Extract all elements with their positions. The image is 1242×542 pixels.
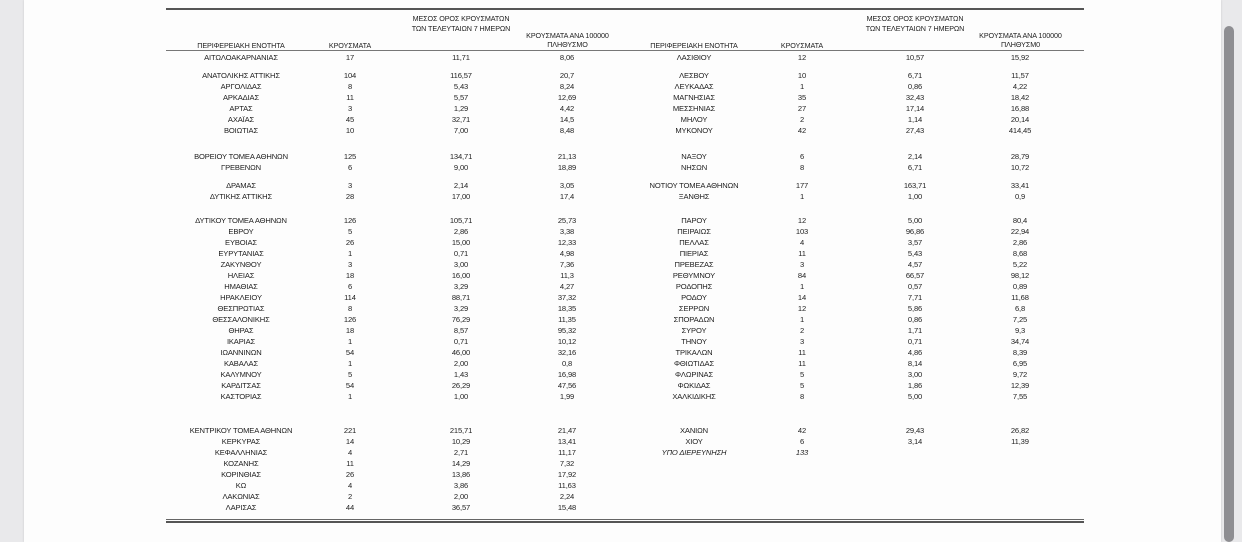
left-row-4-per100k: 4,42 bbox=[559, 104, 575, 113]
left-row-31-avg7: 14,29 bbox=[451, 459, 471, 468]
right-row-3-avg7: 32,43 bbox=[905, 93, 925, 102]
left-row-8-per100k: 18,89 bbox=[557, 163, 577, 172]
left-row-28-avg7: 215,71 bbox=[449, 426, 473, 435]
right-row-3-per100k: 18,42 bbox=[1010, 93, 1030, 102]
right-row-12-area: ΠΕΙΡΑΙΩΣ bbox=[677, 227, 711, 236]
right-row-10-cases: 1 bbox=[799, 192, 805, 201]
left-row-26-avg7: 26,29 bbox=[451, 381, 471, 390]
right-row-28-area: ΧΑΝΙΩΝ bbox=[680, 426, 708, 435]
right-row-25-per100k: 9,72 bbox=[1012, 370, 1028, 379]
right-row-29-area: ΧΙΟΥ bbox=[685, 437, 703, 446]
left-row-10-per100k: 17,4 bbox=[559, 192, 575, 201]
left-row-26-per100k: 47,56 bbox=[557, 381, 577, 390]
right-row-29-per100k: 11,39 bbox=[1011, 437, 1029, 446]
left-row-29-per100k: 13,41 bbox=[557, 437, 577, 446]
left-row-8-cases: 6 bbox=[347, 163, 353, 172]
right-row-3-area: ΜΑΓΝΗΣΙΑΣ bbox=[673, 93, 715, 102]
left-row-27-area: ΚΑΣΤΟΡΙΑΣ bbox=[220, 392, 262, 401]
right-row-2-area: ΛΕΥΚΑΔΑΣ bbox=[674, 82, 714, 91]
left-row-4-area: ΑΡΤΑΣ bbox=[229, 104, 253, 113]
right-row-17-per100k: 0,89 bbox=[1012, 282, 1028, 291]
right-row-6-area: ΜΥΚΟΝΟΥ bbox=[675, 126, 713, 135]
right-row-11-avg7: 5,00 bbox=[907, 216, 923, 225]
right-row-27-per100k: 7,55 bbox=[1012, 392, 1028, 401]
left-row-4-cases: 3 bbox=[347, 104, 353, 113]
header-per100k-left: ΚΡΟΥΣΜΑΤΑ ΑΝΑ 100000 ΠΛΗΘΥΣΜΟ bbox=[526, 31, 609, 50]
right-row-16-per100k: 98,12 bbox=[1010, 271, 1030, 280]
left-row-2-per100k: 8,24 bbox=[559, 82, 575, 91]
left-row-32-area: ΚΟΡΙΝΘΙΑΣ bbox=[221, 470, 261, 479]
left-row-9-cases: 3 bbox=[347, 181, 353, 190]
left-row-1-avg7: 116,57 bbox=[450, 71, 472, 80]
right-row-10-per100k: 0,9 bbox=[1014, 192, 1026, 201]
right-row-9-cases: 177 bbox=[795, 181, 809, 190]
right-row-12-cases: 103 bbox=[795, 227, 809, 236]
right-row-6-avg7: 27,43 bbox=[905, 126, 925, 135]
right-row-14-per100k: 8,68 bbox=[1012, 249, 1028, 258]
right-row-5-avg7: 1,14 bbox=[907, 115, 923, 124]
right-row-6-per100k: 414,45 bbox=[1008, 126, 1032, 135]
left-row-24-cases: 1 bbox=[347, 359, 353, 368]
left-row-16-cases: 18 bbox=[345, 271, 355, 280]
right-row-13-avg7: 3,57 bbox=[907, 238, 923, 247]
right-row-29-cases: 6 bbox=[799, 437, 805, 446]
header-avg7-left: ΜΕΣΟΣ ΟΡΟΣ ΚΡΟΥΣΜΑΤΩΝ ΤΩΝ ΤΕΛΕΥΤΑΙΩΝ 7 ΗΜΕΡΩΝ bbox=[411, 14, 511, 33]
right-row-14-cases: 11 bbox=[798, 249, 806, 258]
left-row-26-cases: 54 bbox=[345, 381, 355, 390]
left-row-25-per100k: 16,98 bbox=[557, 370, 577, 379]
left-row-29-avg7: 10,29 bbox=[451, 437, 471, 446]
left-row-3-area: ΑΡΚΑΔΙΑΣ bbox=[222, 93, 259, 102]
left-row-4-avg7: 1,29 bbox=[453, 104, 469, 113]
right-row-27-area: ΧΑΛΚΙΔΙΚΗΣ bbox=[672, 392, 716, 401]
left-row-12-per100k: 3,38 bbox=[559, 227, 575, 236]
right-row-20-avg7: 0,86 bbox=[907, 315, 923, 324]
left-row-1-area: ΑΝΑΤΟΛΙΚΗΣ ΑΤΤΙΚΗΣ bbox=[202, 71, 280, 80]
right-row-8-area: ΝΗΣΩΝ bbox=[680, 163, 708, 172]
right-row-8-avg7: 6,71 bbox=[907, 163, 923, 172]
left-row-12-avg7: 2,86 bbox=[453, 227, 469, 236]
right-row-6-cases: 42 bbox=[797, 126, 807, 135]
right-row-13-area: ΠΕΛΛΑΣ bbox=[679, 238, 709, 247]
left-row-18-per100k: 37,32 bbox=[557, 293, 577, 302]
right-row-19-area: ΣΕΡΡΩΝ bbox=[678, 304, 710, 313]
left-row-22-avg7: 0,71 bbox=[453, 337, 469, 346]
right-row-7-cases: 6 bbox=[799, 152, 805, 161]
header-cases-left: ΚΡΟΥΣΜΑΤΑ bbox=[328, 41, 372, 50]
left-row-15-per100k: 7,36 bbox=[559, 260, 575, 269]
left-row-30-avg7: 2,71 bbox=[453, 448, 469, 457]
vertical-scrollbar[interactable] bbox=[1224, 26, 1234, 542]
left-row-14-cases: 1 bbox=[347, 249, 353, 258]
right-row-1-cases: 10 bbox=[797, 71, 807, 80]
left-row-33-avg7: 3,86 bbox=[453, 481, 469, 490]
left-row-16-area: ΗΛΕΙΑΣ bbox=[227, 271, 255, 280]
left-row-14-per100k: 4,98 bbox=[559, 249, 575, 258]
right-row-5-cases: 2 bbox=[799, 115, 805, 124]
right-row-16-area: ΡΕΘΥΜΝΟΥ bbox=[672, 271, 716, 280]
left-row-20-area: ΘΕΣΣΑΛΟΝΙΚΗΣ bbox=[212, 315, 270, 324]
left-row-28-area: ΚΕΝΤΡΙΚΟΥ ΤΟΜΕΑ ΑΘΗΝΩΝ bbox=[189, 426, 293, 435]
left-row-35-cases: 44 bbox=[345, 503, 355, 512]
left-row-25-area: ΚΑΛΥΜΝΟΥ bbox=[220, 370, 262, 379]
left-row-34-per100k: 2,24 bbox=[559, 492, 575, 501]
right-row-4-avg7: 17,14 bbox=[905, 104, 925, 113]
left-row-17-avg7: 3,29 bbox=[453, 282, 469, 291]
left-row-23-per100k: 32,16 bbox=[557, 348, 577, 357]
right-row-30-area: ΥΠΟ ΔΙΕΡΕΥΝΗΣΗ bbox=[661, 448, 727, 457]
left-row-31-cases: 11 bbox=[346, 459, 354, 468]
left-row-19-per100k: 18,35 bbox=[557, 304, 577, 313]
right-row-27-avg7: 5,00 bbox=[907, 392, 923, 401]
left-row-16-per100k: 11,3 bbox=[560, 271, 574, 280]
left-row-20-avg7: 76,29 bbox=[451, 315, 471, 324]
right-row-0-area: ΛΑΣΙΘΙΟΥ bbox=[676, 53, 712, 62]
left-row-7-per100k: 21,13 bbox=[557, 152, 577, 161]
right-row-10-avg7: 1,00 bbox=[907, 192, 923, 201]
right-row-25-avg7: 3,00 bbox=[907, 370, 923, 379]
right-row-17-avg7: 0,57 bbox=[907, 282, 923, 291]
right-row-15-avg7: 4,57 bbox=[907, 260, 923, 269]
left-row-18-area: ΗΡΑΚΛΕΙΟΥ bbox=[220, 293, 262, 302]
left-row-32-avg7: 13,86 bbox=[451, 470, 471, 479]
left-row-35-area: ΛΑΡΙΣΑΣ bbox=[225, 503, 257, 512]
left-row-21-area: ΘΗΡΑΣ bbox=[228, 326, 254, 335]
left-row-16-avg7: 16,00 bbox=[451, 271, 471, 280]
left-row-6-cases: 10 bbox=[345, 126, 355, 135]
right-row-21-per100k: 9,3 bbox=[1014, 326, 1026, 335]
left-row-14-avg7: 0,71 bbox=[453, 249, 469, 258]
left-row-21-per100k: 95,32 bbox=[557, 326, 577, 335]
left-row-15-area: ΖΑΚΥΝΘΟΥ bbox=[220, 260, 262, 269]
left-row-33-area: ΚΩ bbox=[235, 481, 247, 490]
left-row-21-cases: 18 bbox=[345, 326, 355, 335]
right-row-18-per100k: 11,68 bbox=[1011, 293, 1029, 302]
left-row-22-cases: 1 bbox=[347, 337, 353, 346]
right-row-14-avg7: 5,43 bbox=[907, 249, 923, 258]
right-row-1-area: ΛΕΣΒΟΥ bbox=[679, 71, 709, 80]
right-row-4-per100k: 16,88 bbox=[1010, 104, 1030, 113]
left-row-19-cases: 8 bbox=[347, 304, 353, 313]
right-row-20-cases: 1 bbox=[799, 315, 805, 324]
left-row-0-cases: 17 bbox=[345, 53, 355, 62]
left-row-9-avg7: 2,14 bbox=[453, 181, 469, 190]
right-row-22-cases: 3 bbox=[799, 337, 805, 346]
right-row-10-area: ΞΑΝΘΗΣ bbox=[678, 192, 710, 201]
right-row-2-per100k: 4,22 bbox=[1012, 82, 1028, 91]
right-row-0-per100k: 15,92 bbox=[1010, 53, 1030, 62]
right-row-29-avg7: 3,14 bbox=[907, 437, 923, 446]
left-row-22-area: ΙΚΑΡΙΑΣ bbox=[226, 337, 256, 346]
right-row-20-per100k: 7,25 bbox=[1012, 315, 1028, 324]
right-row-11-per100k: 80,4 bbox=[1012, 216, 1028, 225]
left-row-14-area: ΕΥΡΥΤΑΝΙΑΣ bbox=[218, 249, 264, 258]
left-row-1-per100k: 20,7 bbox=[559, 71, 575, 80]
right-row-5-area: ΜΗΛΟΥ bbox=[680, 115, 708, 124]
left-row-32-cases: 26 bbox=[345, 470, 355, 479]
right-row-23-cases: 11 bbox=[798, 348, 806, 357]
header-area-right: ΠΕΡΙΦΕΡΕΙΑΚΗ ΕΝΟΤΗΤΑ bbox=[650, 41, 738, 50]
right-row-20-area: ΣΠΟΡΑΔΩΝ bbox=[673, 315, 715, 324]
left-row-6-per100k: 8,48 bbox=[559, 126, 575, 135]
left-row-11-per100k: 25,73 bbox=[557, 216, 577, 225]
table-bottom-rule bbox=[166, 519, 1084, 520]
right-row-28-avg7: 29,43 bbox=[905, 426, 925, 435]
left-row-29-cases: 14 bbox=[345, 437, 355, 446]
left-row-2-cases: 8 bbox=[347, 82, 353, 91]
right-row-23-area: ΤΡΙΚΑΛΩΝ bbox=[675, 348, 713, 357]
left-row-8-area: ΓΡΕΒΕΝΩΝ bbox=[221, 163, 261, 172]
right-row-30-cases: 133 bbox=[795, 448, 809, 457]
left-row-10-area: ΔΥΤΙΚΗΣ ΑΤΤΙΚΗΣ bbox=[209, 192, 273, 201]
left-row-34-cases: 2 bbox=[347, 492, 353, 501]
right-row-16-cases: 84 bbox=[797, 271, 807, 280]
left-row-20-cases: 126 bbox=[343, 315, 357, 324]
right-row-24-area: ΦΘΙΩΤΙΔΑΣ bbox=[674, 359, 714, 368]
left-row-24-avg7: 2,00 bbox=[453, 359, 469, 368]
left-row-5-area: ΑΧΑΪΑΣ bbox=[227, 115, 255, 124]
left-row-27-avg7: 1,00 bbox=[453, 392, 469, 401]
right-row-28-per100k: 26,82 bbox=[1010, 426, 1030, 435]
left-row-6-area: ΒΟΙΩΤΙΑΣ bbox=[223, 126, 259, 135]
right-row-18-area: ΡΟΔΟΥ bbox=[681, 293, 707, 302]
right-row-16-avg7: 66,57 bbox=[905, 271, 925, 280]
right-row-27-cases: 8 bbox=[799, 392, 805, 401]
left-row-28-per100k: 21,47 bbox=[557, 426, 577, 435]
right-row-19-avg7: 5,86 bbox=[907, 304, 923, 313]
left-row-24-area: ΚΑΒΑΛΑΣ bbox=[223, 359, 259, 368]
left-row-3-cases: 11 bbox=[346, 93, 354, 102]
right-row-2-avg7: 0,86 bbox=[907, 82, 923, 91]
left-row-0-avg7: 11,71 bbox=[452, 53, 470, 62]
left-row-17-per100k: 4,27 bbox=[559, 282, 575, 291]
right-row-25-cases: 5 bbox=[799, 370, 805, 379]
left-row-32-per100k: 17,92 bbox=[557, 470, 577, 479]
left-row-13-per100k: 12,33 bbox=[557, 238, 577, 247]
left-row-10-cases: 28 bbox=[345, 192, 355, 201]
right-row-0-avg7: 10,57 bbox=[905, 53, 925, 62]
left-row-34-area: ΛΑΚΩΝΙΑΣ bbox=[222, 492, 260, 501]
left-row-6-avg7: 7,00 bbox=[453, 126, 469, 135]
right-row-8-per100k: 10,72 bbox=[1010, 163, 1030, 172]
left-row-0-per100k: 8,06 bbox=[559, 53, 575, 62]
right-row-7-per100k: 28,79 bbox=[1010, 152, 1030, 161]
table-top-rule bbox=[166, 8, 1084, 10]
left-row-31-per100k: 7,32 bbox=[559, 459, 575, 468]
right-row-2-cases: 1 bbox=[799, 82, 805, 91]
right-row-28-cases: 42 bbox=[797, 426, 807, 435]
left-row-8-avg7: 9,00 bbox=[453, 163, 469, 172]
left-row-19-area: ΘΕΣΠΡΩΤΙΑΣ bbox=[217, 304, 265, 313]
right-row-9-avg7: 163,71 bbox=[903, 181, 927, 190]
left-row-2-area: ΑΡΓΟΛΙΔΑΣ bbox=[220, 82, 262, 91]
left-row-7-avg7: 134,71 bbox=[449, 152, 473, 161]
right-row-21-cases: 2 bbox=[799, 326, 805, 335]
left-row-7-cases: 125 bbox=[343, 152, 357, 161]
left-row-27-per100k: 1,99 bbox=[559, 392, 575, 401]
left-row-25-cases: 5 bbox=[347, 370, 353, 379]
right-row-24-avg7: 8,14 bbox=[907, 359, 923, 368]
right-row-13-per100k: 2,86 bbox=[1012, 238, 1028, 247]
right-row-21-avg7: 1,71 bbox=[907, 326, 923, 335]
right-row-26-cases: 5 bbox=[799, 381, 805, 390]
right-row-8-cases: 8 bbox=[799, 163, 805, 172]
right-row-26-per100k: 12,39 bbox=[1010, 381, 1030, 390]
left-row-23-avg7: 46,00 bbox=[451, 348, 471, 357]
left-row-0-area: ΑΙΤΩΛΟΑΚΑΡΝΑΝΙΑΣ bbox=[204, 53, 278, 62]
left-row-33-per100k: 11,63 bbox=[558, 481, 576, 490]
right-row-9-area: ΝΟΤΙΟΥ ΤΟΜΕΑ ΑΘΗΝΩΝ bbox=[649, 181, 739, 190]
header-per100k-right: ΚΡΟΥΣΜΑΤΑ ΑΝΑ 100000 ΠΛΗΘΥΣΜ0 bbox=[979, 31, 1062, 50]
right-row-1-avg7: 6,71 bbox=[907, 71, 923, 80]
left-row-17-area: ΗΜΑΘΙΑΣ bbox=[224, 282, 258, 291]
right-row-22-area: ΤΗΝΟΥ bbox=[681, 337, 707, 346]
left-row-12-area: ΕΒΡΟΥ bbox=[228, 227, 254, 236]
right-row-7-avg7: 2,14 bbox=[907, 152, 923, 161]
left-row-27-cases: 1 bbox=[347, 392, 353, 401]
right-row-23-avg7: 4,86 bbox=[907, 348, 923, 357]
left-row-13-area: ΕΥΒΟΙΑΣ bbox=[225, 238, 257, 247]
right-row-5-per100k: 20,14 bbox=[1010, 115, 1030, 124]
left-row-22-per100k: 10,12 bbox=[557, 337, 577, 346]
left-row-26-area: ΚΑΡΔΙΤΣΑΣ bbox=[221, 381, 261, 390]
left-row-20-per100k: 11,35 bbox=[558, 315, 576, 324]
table-bottom-rule-thick bbox=[166, 521, 1084, 523]
left-row-13-avg7: 15,00 bbox=[451, 238, 471, 247]
right-row-15-area: ΠΡΕΒΕΖΑΣ bbox=[674, 260, 714, 269]
right-row-22-per100k: 34,74 bbox=[1010, 337, 1030, 346]
left-row-15-cases: 3 bbox=[347, 260, 353, 269]
header-cases-right: ΚΡΟΥΣΜΑΤΑ bbox=[780, 41, 824, 50]
right-row-22-avg7: 0,71 bbox=[907, 337, 923, 346]
right-row-15-cases: 3 bbox=[799, 260, 805, 269]
left-row-28-cases: 221 bbox=[343, 426, 357, 435]
left-row-11-avg7: 105,71 bbox=[449, 216, 473, 225]
left-row-35-per100k: 15,48 bbox=[557, 503, 577, 512]
left-row-23-area: ΙΩΑΝΝΙΝΩΝ bbox=[220, 348, 262, 357]
left-row-5-avg7: 32,71 bbox=[451, 115, 471, 124]
right-row-18-avg7: 7,71 bbox=[907, 293, 923, 302]
right-row-26-avg7: 1,86 bbox=[907, 381, 923, 390]
left-row-5-cases: 45 bbox=[345, 115, 355, 124]
left-row-25-avg7: 1,43 bbox=[453, 370, 469, 379]
right-row-25-area: ΦΛΩΡΙΝΑΣ bbox=[674, 370, 714, 379]
left-row-3-per100k: 12,69 bbox=[557, 93, 577, 102]
left-row-15-avg7: 3,00 bbox=[453, 260, 469, 269]
left-row-35-avg7: 36,57 bbox=[451, 503, 471, 512]
left-row-29-area: ΚΕΡΚΥΡΑΣ bbox=[221, 437, 261, 446]
right-row-9-per100k: 33,41 bbox=[1010, 181, 1030, 190]
right-row-15-per100k: 5,22 bbox=[1012, 260, 1028, 269]
right-row-21-area: ΣΥΡΟΥ bbox=[681, 326, 707, 335]
right-row-4-area: ΜΕΣΣΗΝΙΑΣ bbox=[672, 104, 716, 113]
left-row-11-area: ΔΥΤΙΚΟΥ ΤΟΜΕΑ ΑΘΗΝΩΝ bbox=[195, 216, 287, 225]
left-row-34-avg7: 2,00 bbox=[453, 492, 469, 501]
left-row-30-area: ΚΕΦΑΛΛΗΝΙΑΣ bbox=[214, 448, 268, 457]
left-row-24-per100k: 0,8 bbox=[561, 359, 573, 368]
left-row-17-cases: 6 bbox=[347, 282, 353, 291]
left-row-10-avg7: 17,00 bbox=[451, 192, 471, 201]
right-row-11-area: ΠΑΡΟΥ bbox=[681, 216, 707, 225]
right-row-19-per100k: 6,8 bbox=[1014, 304, 1026, 313]
right-row-13-cases: 4 bbox=[799, 238, 805, 247]
left-row-7-area: ΒΟΡΕΙΟΥ ΤΟΜΕΑ ΑΘΗΝΩΝ bbox=[194, 152, 288, 161]
right-row-24-cases: 11 bbox=[798, 359, 806, 368]
left-row-30-cases: 4 bbox=[347, 448, 353, 457]
left-row-2-avg7: 5,43 bbox=[453, 82, 469, 91]
right-row-17-cases: 1 bbox=[799, 282, 805, 291]
right-row-1-per100k: 11,57 bbox=[1011, 71, 1029, 80]
left-row-12-cases: 5 bbox=[347, 227, 353, 236]
left-row-30-per100k: 11,17 bbox=[558, 448, 576, 457]
right-row-23-per100k: 8,39 bbox=[1012, 348, 1028, 357]
right-row-3-cases: 35 bbox=[797, 93, 807, 102]
left-row-11-cases: 126 bbox=[343, 216, 357, 225]
right-row-11-cases: 12 bbox=[797, 216, 807, 225]
left-row-13-cases: 26 bbox=[345, 238, 355, 247]
right-row-7-area: ΝΑΞΟΥ bbox=[681, 152, 707, 161]
left-row-31-area: ΚΟΖΑΝΗΣ bbox=[223, 459, 259, 468]
left-row-23-cases: 54 bbox=[345, 348, 355, 357]
left-row-18-cases: 114 bbox=[344, 293, 356, 302]
header-area-left: ΠΕΡΙΦΕΡΕΙΑΚΗ ΕΝΟΤΗΤΑ bbox=[197, 41, 285, 50]
left-row-18-avg7: 88,71 bbox=[451, 293, 471, 302]
left-row-9-per100k: 3,05 bbox=[559, 181, 575, 190]
right-row-18-cases: 14 bbox=[797, 293, 807, 302]
left-row-1-cases: 104 bbox=[343, 71, 357, 80]
left-row-3-avg7: 5,57 bbox=[453, 93, 469, 102]
left-row-21-avg7: 8,57 bbox=[453, 326, 469, 335]
left-row-33-cases: 4 bbox=[347, 481, 353, 490]
right-row-24-per100k: 6,95 bbox=[1012, 359, 1028, 368]
right-row-12-avg7: 96,86 bbox=[905, 227, 925, 236]
right-row-4-cases: 27 bbox=[797, 104, 807, 113]
right-row-14-area: ΠΙΕΡΙΑΣ bbox=[679, 249, 709, 258]
header-avg7-right: ΜΕΣΟΣ ΟΡΟΣ ΚΡΟΥΣΜΑΤΩΝ ΤΩΝ ΤΕΛΕΥΤΑΙΩΝ 7 ΗΜΕΡΩΝ bbox=[865, 14, 965, 33]
right-row-0-cases: 12 bbox=[797, 53, 807, 62]
right-row-19-cases: 12 bbox=[797, 304, 807, 313]
left-row-19-avg7: 3,29 bbox=[453, 304, 469, 313]
left-row-5-per100k: 14,5 bbox=[559, 115, 575, 124]
right-row-26-area: ΦΩΚΙΔΑΣ bbox=[677, 381, 711, 390]
right-row-17-area: ΡΟΔΟΠΗΣ bbox=[675, 282, 713, 291]
left-row-9-area: ΔΡΑΜΑΣ bbox=[226, 181, 256, 190]
right-row-12-per100k: 22,94 bbox=[1010, 227, 1030, 236]
